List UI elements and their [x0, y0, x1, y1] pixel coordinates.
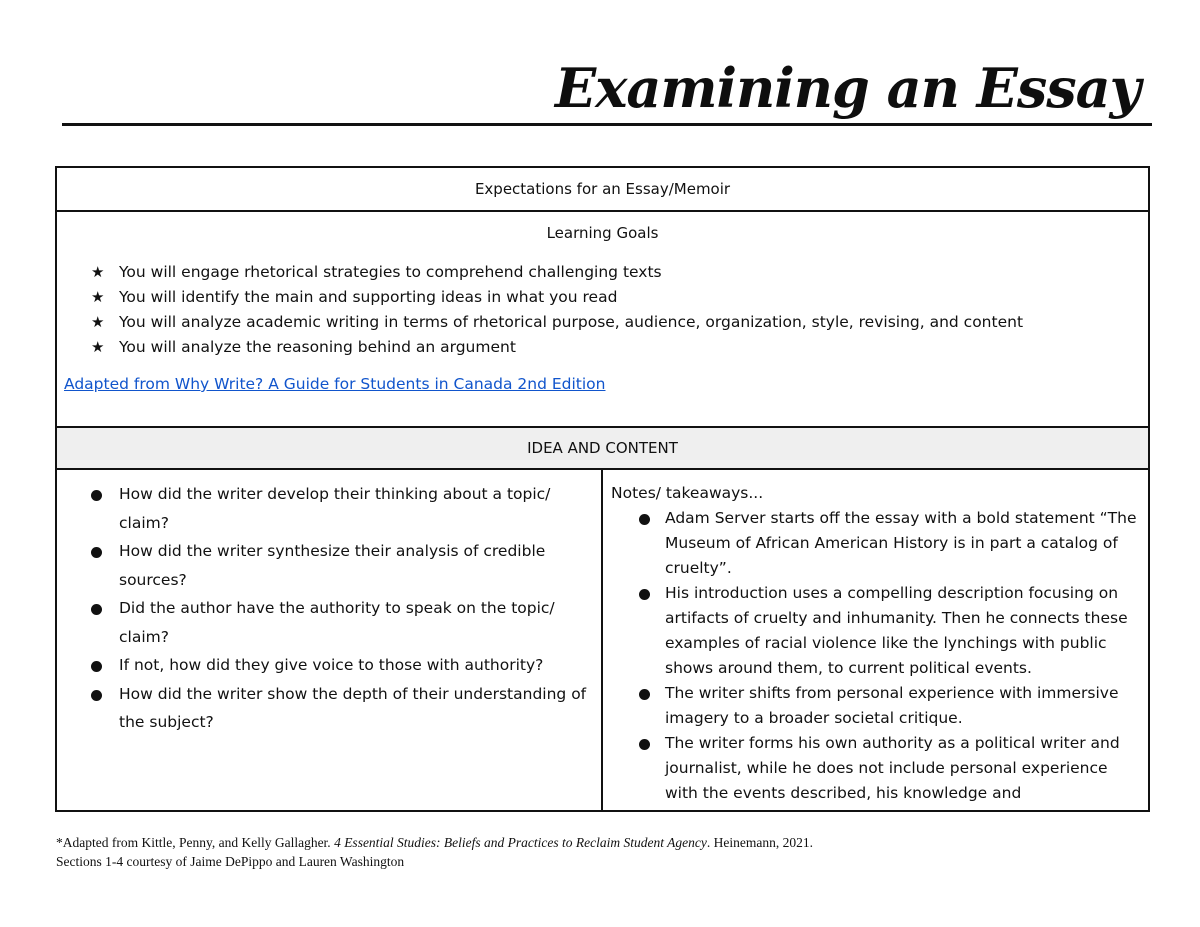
- learning-goals-list: [57, 260, 1148, 360]
- title-area: [62, 48, 1152, 130]
- bullet-icon: [91, 661, 102, 672]
- section-header: IDEA AND CONTENT: [56, 427, 1149, 469]
- page-title: Examining an Essay: [555, 56, 1140, 120]
- citation-line: [56, 833, 813, 852]
- list-item: [639, 506, 1148, 581]
- source-link[interactable]: Adapted from Why Write? A Guide for Students in Canada 2nd Edition: [64, 375, 606, 393]
- notes-list: [603, 506, 1148, 806]
- bullet-icon: [639, 589, 650, 600]
- question-text: How did the writer show the depth of their understanding of the subject?: [119, 684, 587, 731]
- star-bullet-icon: ★: [91, 263, 105, 281]
- list-item: [639, 731, 1148, 806]
- list-item: [91, 537, 601, 594]
- citation-suffix: . Heinemann, 2021.: [706, 835, 813, 850]
- goal-text: You will analyze the reasoning behind an argument: [119, 338, 516, 356]
- list-item: [639, 581, 1148, 681]
- star-bullet-icon: ★: [91, 313, 105, 331]
- list-item: [91, 285, 1148, 310]
- citation-prefix: *Adapted from Kittle, Penny, and Kelly Gallagher.: [56, 835, 335, 850]
- notes-heading: Notes/ takeaways...: [611, 484, 764, 502]
- goal-text: You will analyze academic writing in terms of rhetorical purpose, audience, organization, style, revising, and content: [119, 313, 1024, 331]
- list-item: [91, 594, 601, 651]
- footer-citation: [56, 833, 813, 871]
- bullet-icon: [639, 514, 650, 525]
- goal-text: You will identify the main and supporting ideas in what you read: [119, 288, 618, 306]
- bullet-icon: [91, 547, 102, 558]
- bullet-icon: [639, 689, 650, 700]
- notes-cell[interactable]: [602, 469, 1149, 811]
- citation-book-title: 4 Essential Studies: Beliefs and Practices to Reclaim Student Agency: [334, 835, 707, 850]
- expectations-header: Expectations for an Essay/Memoir: [56, 167, 1149, 211]
- list-item: [91, 480, 601, 537]
- note-text: The writer forms his own authority as a political writer and journalist, while he does not include personal experience with the events described, his knowledge and: [665, 734, 1120, 802]
- bullet-icon: [91, 690, 102, 701]
- question-text: If not, how did they give voice to those with authority?: [119, 656, 544, 674]
- list-item: [91, 651, 601, 680]
- questions-cell: [56, 469, 602, 811]
- star-bullet-icon: ★: [91, 338, 105, 356]
- note-text: The writer shifts from personal experience with immersive imagery to a broader societal critique.: [665, 684, 1119, 727]
- learning-goals-heading: Learning Goals: [546, 224, 659, 242]
- questions-list: [57, 480, 601, 737]
- question-text: Did the author have the authority to speak on the topic/ claim?: [119, 599, 555, 646]
- list-item: [91, 310, 1148, 335]
- question-text: How did the writer synthesize their analysis of credible sources?: [119, 542, 546, 589]
- learning-goals-cell: [56, 211, 1149, 427]
- note-text: Adam Server starts off the essay with a bold statement “The Museum of African American History is in part a catalog of cruelty”.: [665, 509, 1137, 577]
- title-underline: [62, 123, 1152, 126]
- list-item: [91, 335, 1148, 360]
- star-bullet-icon: ★: [91, 288, 105, 306]
- credits-line: Sections 1-4 courtesy of Jaime DePippo and Lauren Washington: [56, 854, 405, 869]
- list-item: [639, 681, 1148, 731]
- list-item: [91, 680, 601, 737]
- bullet-icon: [639, 739, 650, 750]
- question-text: How did the writer develop their thinking about a topic/ claim?: [119, 485, 551, 532]
- list-item: [91, 260, 1148, 285]
- bullet-icon: [91, 490, 102, 501]
- essay-table: [55, 166, 1150, 812]
- goal-text: You will engage rhetorical strategies to comprehend challenging texts: [119, 263, 662, 281]
- bullet-icon: [91, 604, 102, 615]
- note-text: His introduction uses a compelling description focusing on artifacts of cruelty and inhumanity. Then he connects these examples of racial violence like the lynchings with public shows around them, to current political events.: [665, 584, 1128, 677]
